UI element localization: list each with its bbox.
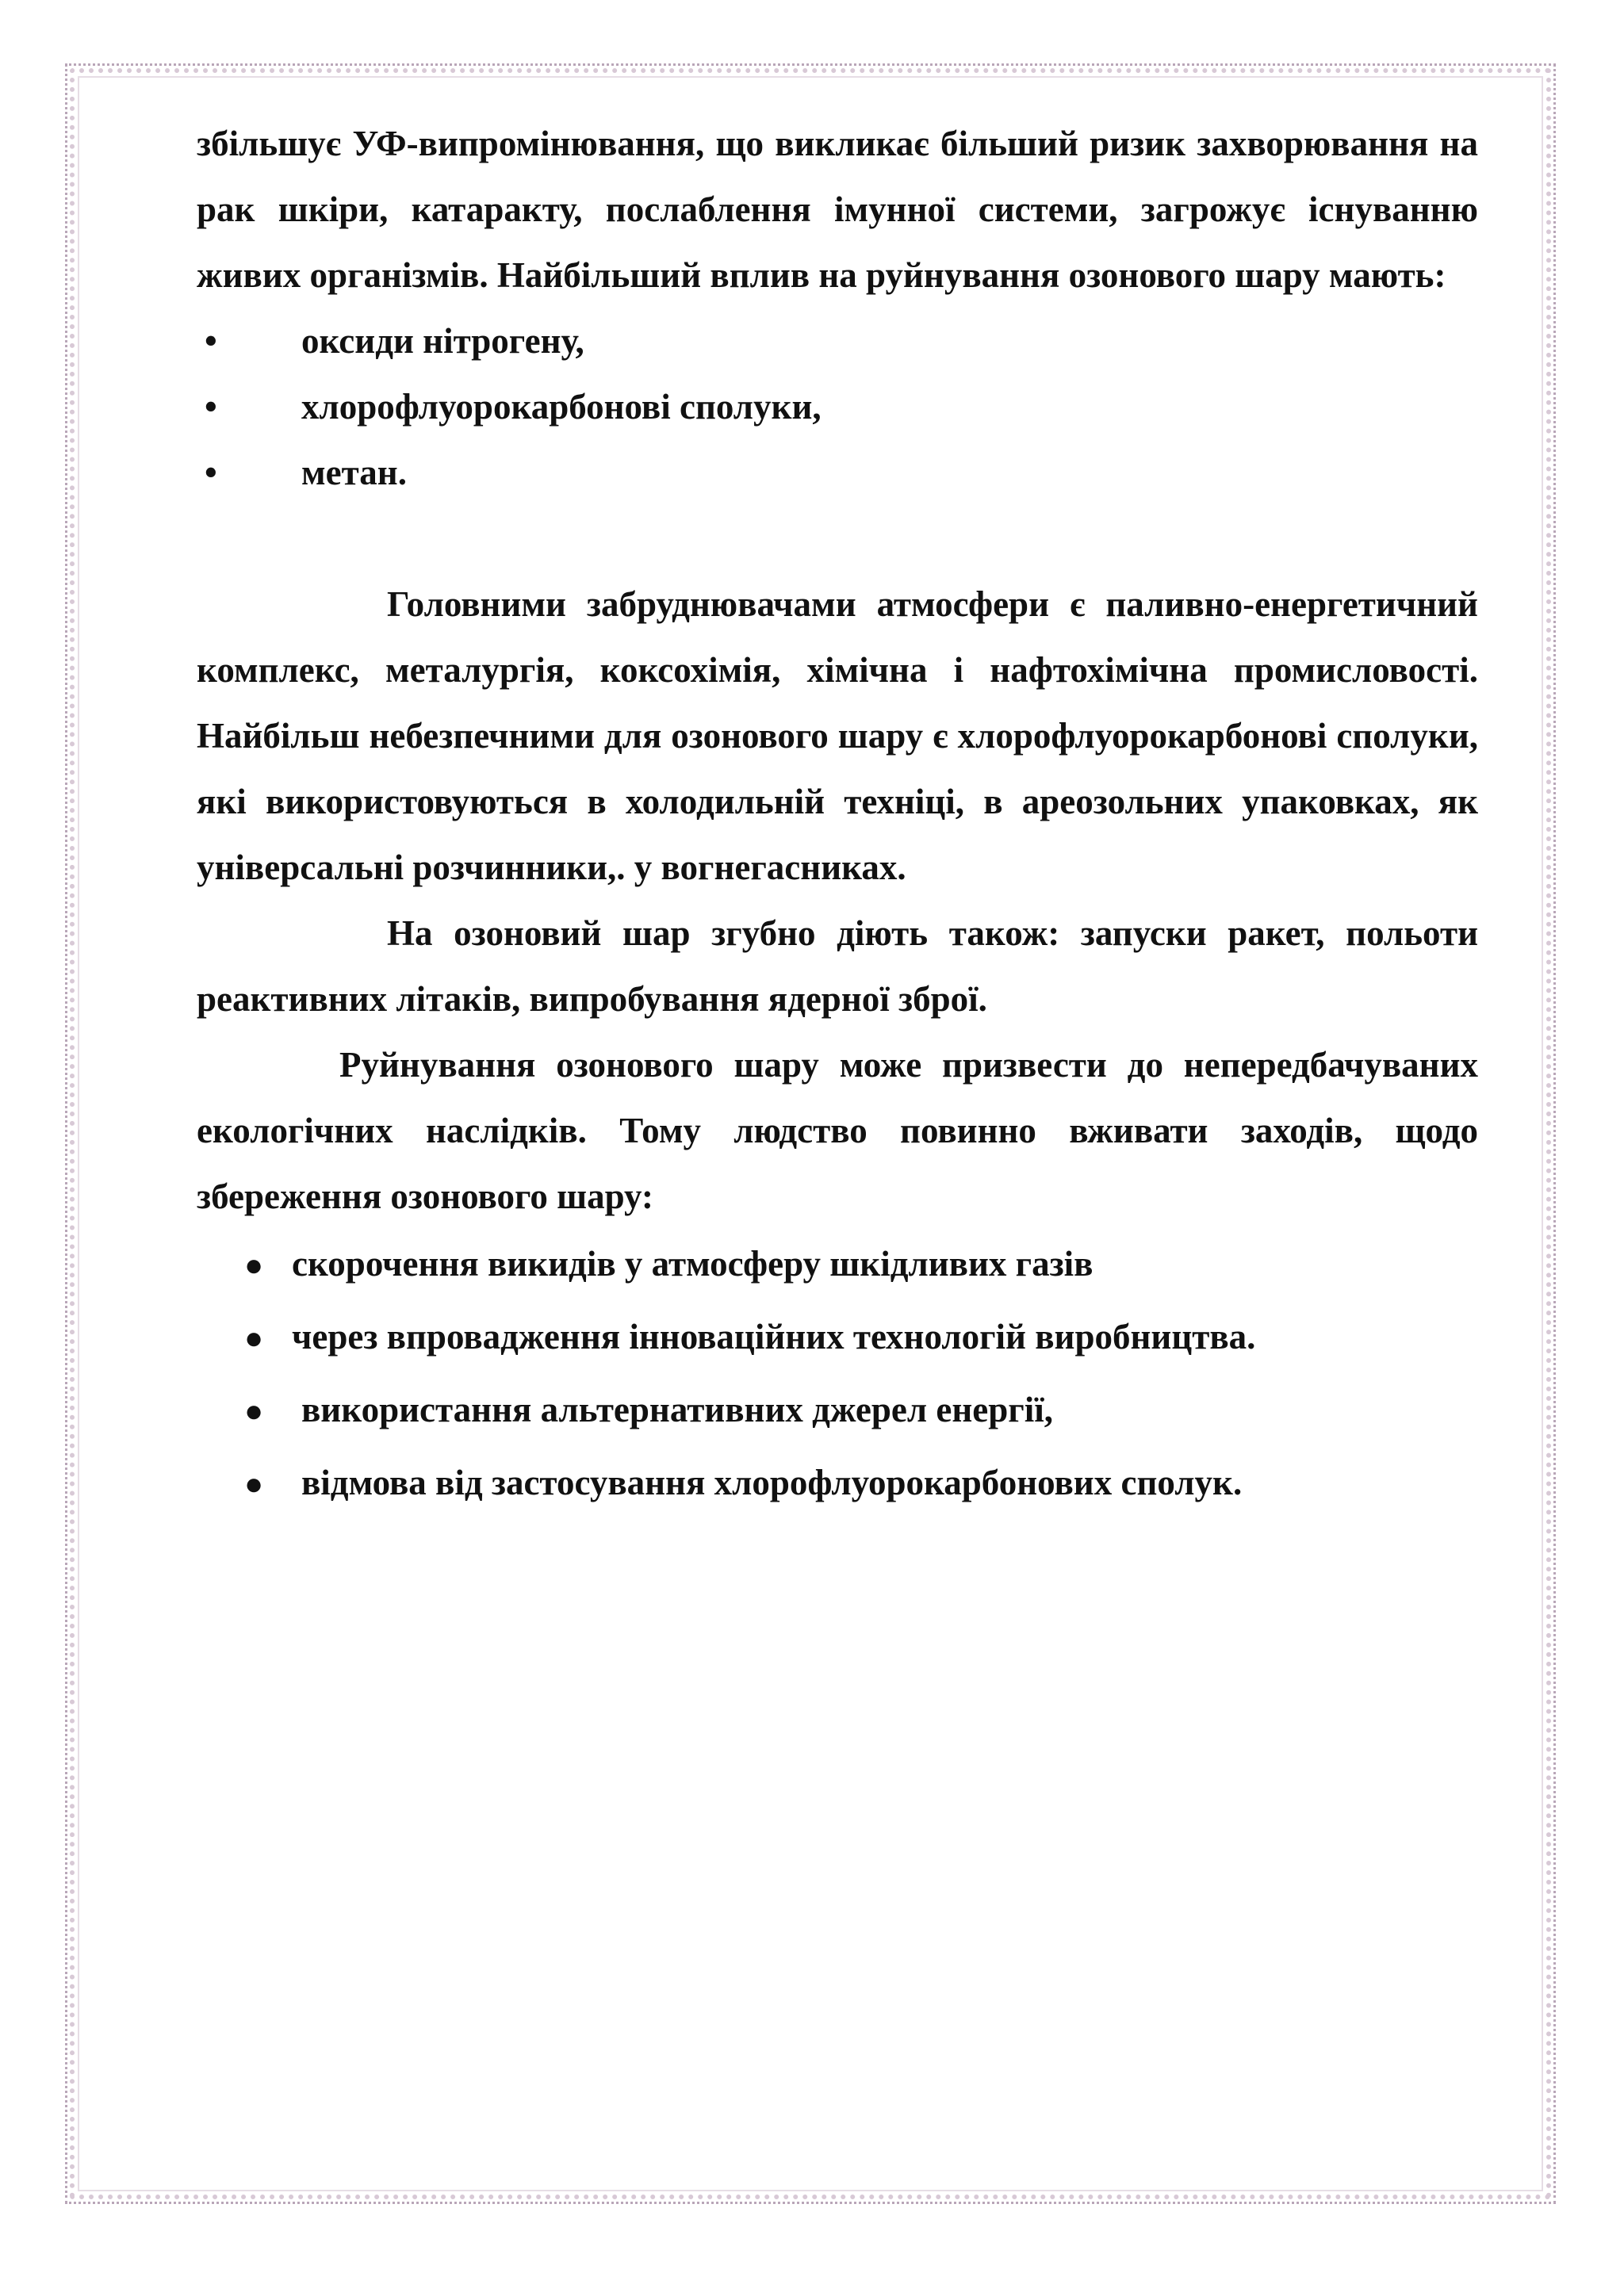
list-item-text: через впровадження інноваційних технологій виробництва.: [292, 1317, 1256, 1357]
list-item: [197, 1230, 1478, 1299]
bullet-icon: ●: [244, 1466, 264, 1502]
ozone-depletion-factors-list: [197, 308, 1478, 506]
protection-measures-list: [197, 1230, 1478, 1518]
bullet-icon: •: [205, 387, 217, 427]
measures-paragraph: Руйнування озонового шару може призвести до непередбачуваних екологічних наслідків. Тому людство повинно вживати заходів, щодо збереження озонового шару:: [197, 1045, 1478, 1216]
bullet-icon: ●: [244, 1393, 264, 1429]
list-item: [197, 440, 1478, 506]
bullet-icon: •: [205, 321, 217, 361]
list-item-text: використання альтернативних джерел енергії,: [301, 1390, 1053, 1429]
bullet-icon: ●: [244, 1247, 264, 1283]
list-item: [197, 1303, 1478, 1372]
intro-paragraph: збільшує УФ-випромінювання, що викликає більший ризик захворювання на рак шкіри, катаракту, послаблення імунної системи, загрожує існуванню живих організмів. Найбільший вплив на руйнування озонового шару мають:: [197, 124, 1478, 295]
bullet-icon: •: [205, 453, 217, 492]
list-item: [197, 1448, 1478, 1518]
list-item-text: хлорофлуорокарбонові сполуки,: [301, 387, 822, 427]
list-item: [197, 1376, 1478, 1445]
list-item: [197, 374, 1478, 440]
list-item-text: скорочення викидів у атмосферу шкідливих газів: [292, 1244, 1094, 1284]
spacer: [197, 506, 1478, 572]
bullet-icon: ●: [244, 1320, 264, 1356]
list-item-text: оксиди нітрогену,: [301, 321, 584, 361]
list-item: [197, 308, 1478, 374]
list-item-text: відмова від застосування хлорофлуорокарбонових сполук.: [301, 1463, 1243, 1502]
pollutants-paragraph: Головними забруднювачами атмосфери є паливно-енергетичний комплекс, металургія, коксохімія, хімічна і нафтохімічна промисловості. Найбільш небезпечними для озонового шару є хлорофлуорокарбонові сполуки, які використовуються в холодильній техніці, в ареозольних упаковках, як універсальні розчинники,. у вогнегасниках.: [197, 584, 1478, 887]
list-item-text: метан.: [301, 453, 407, 492]
page-content: [197, 111, 1478, 1521]
harm-paragraph: На озоновий шар згубно діють також: запуски ракет, польоти реактивних літаків, випробування ядерної зброї.: [197, 913, 1478, 1019]
